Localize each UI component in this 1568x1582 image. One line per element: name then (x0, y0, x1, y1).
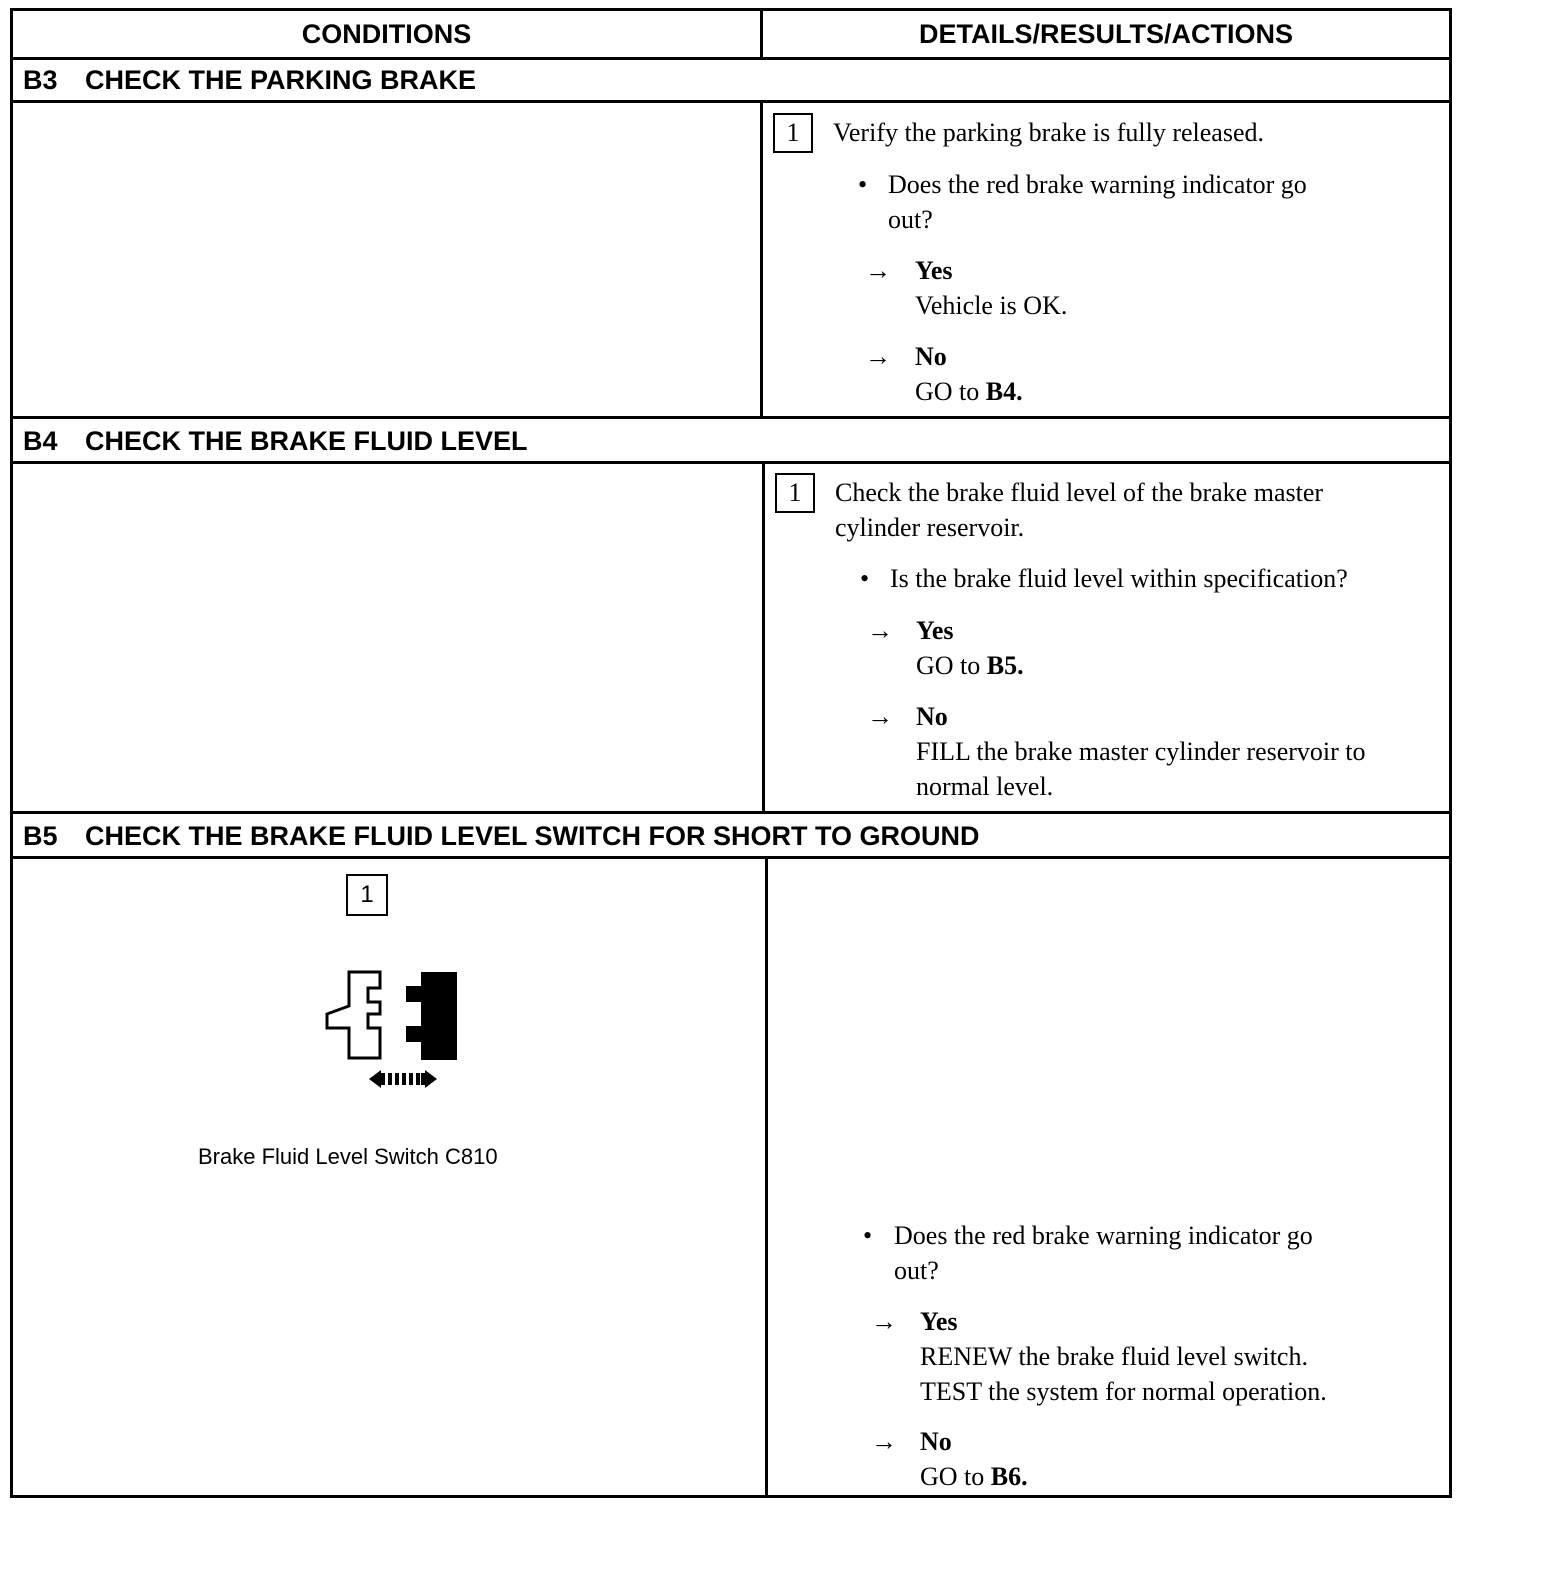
section-code: B4 (23, 426, 58, 456)
diagnostic-table (10, 8, 1452, 1498)
question-text: Is the brake fluid level within specification? (890, 564, 1348, 593)
question-text: Does the red brake warning indicator go (894, 1221, 1313, 1250)
section-code: B3 (23, 65, 58, 95)
step-number-box: 1 (775, 473, 815, 513)
header-divider (760, 11, 763, 57)
no-ref[interactable]: B4. (985, 377, 1023, 406)
arrow-icon: → (867, 616, 893, 645)
section-header-b4 (13, 418, 1449, 462)
connector-solid (406, 972, 457, 1060)
arrow-icon: → (865, 256, 891, 285)
details-header: DETAILS/RESULTS/ACTIONS (918, 19, 1293, 49)
question-text: Does the red brake warning indicator go (888, 170, 1307, 199)
bullet: • (863, 1221, 873, 1250)
arrow-icon: → (871, 1427, 897, 1456)
table-header (13, 11, 1449, 60)
section-header-b5 (13, 813, 1449, 857)
yes-label: Yes (916, 616, 954, 645)
arrow-icon: → (871, 1307, 897, 1336)
no-ref[interactable]: B6. (990, 1462, 1028, 1491)
yes-text: Vehicle is OK. (915, 291, 1068, 320)
no-label: No (915, 342, 947, 371)
column-divider (762, 461, 765, 811)
no-label: No (920, 1427, 952, 1456)
bullet: • (858, 170, 868, 199)
illustration-caption: Brake Fluid Level Switch C810 (198, 1144, 498, 1169)
yes-text: RENEW the brake fluid level switch. (920, 1342, 1308, 1371)
no-label: No (916, 702, 948, 731)
yes-text: GO to B5. (916, 651, 1024, 680)
no-text: GO to B6. (920, 1462, 1028, 1491)
step-number-box: 1 (346, 874, 388, 916)
instruction-text: Check the brake fluid level of the brake master (835, 478, 1324, 507)
bullet: • (860, 564, 870, 593)
divider (13, 856, 1449, 859)
instruction-text-cont: cylinder reservoir. (835, 513, 1025, 542)
question-text-cont: out? (888, 205, 933, 234)
conditions-header: CONDITIONS (301, 19, 472, 49)
no-text-cont: normal level. (916, 772, 1054, 801)
section-code: B5 (23, 821, 58, 851)
section-title: CHECK THE BRAKE FLUID LEVEL (85, 426, 528, 456)
column-divider (765, 856, 768, 1496)
arrow-left-head (369, 1070, 381, 1088)
section-title: CHECK THE BRAKE FLUID LEVEL SWITCH FOR SHORT TO GROUND (85, 821, 980, 851)
yes-label: Yes (920, 1307, 958, 1336)
no-text: FILL the brake master cylinder reservoir to (916, 737, 1366, 766)
connector-icon (313, 966, 463, 1091)
section-header-b3 (13, 57, 1449, 101)
no-text: GO to B4. (915, 377, 1023, 406)
yes-ref[interactable]: B5. (986, 651, 1024, 680)
yes-label: Yes (915, 256, 953, 285)
question-text-cont: out? (894, 1256, 939, 1285)
instruction-text: Verify the parking brake is fully released. (833, 118, 1265, 147)
arrow-right-head (425, 1070, 437, 1088)
divider (13, 100, 1449, 103)
yes-text-cont: TEST the system for normal operation. (920, 1377, 1327, 1406)
section-title: CHECK THE PARKING BRAKE (85, 65, 477, 95)
connector-outline (327, 972, 380, 1058)
step-number-box: 1 (773, 113, 813, 153)
arrow-icon: → (867, 702, 893, 731)
column-divider (760, 100, 763, 416)
arrow-icon: → (865, 342, 891, 371)
divider (13, 461, 1449, 464)
